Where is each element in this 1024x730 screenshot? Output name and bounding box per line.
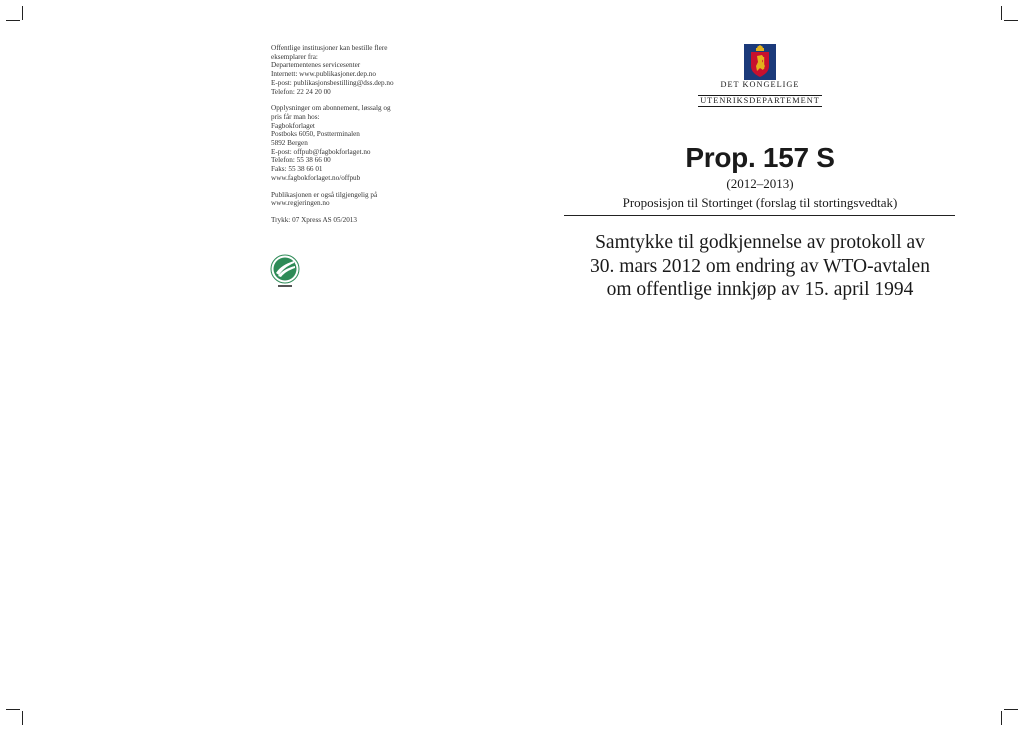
crop-mark [6,20,20,21]
subscription-info [271,104,431,182]
crop-mark [22,6,23,20]
subscription-info-line: Telefon: 55 38 66 00 [271,156,331,165]
availability-info [271,191,431,208]
subscription-info-line: pris får man hos: [271,112,320,121]
order-info-line: eksemplarer fra: [271,52,318,61]
crop-mark [1004,709,1018,710]
department-name-line1: DET KONGELIGE [720,80,800,89]
order-info-line: Offentlige institusjoner kan bestille flere [271,44,388,52]
crop-mark [1004,20,1018,21]
department-name-line2: UTENRIKSDEPARTEMENT [700,96,820,105]
crop-mark [1001,711,1002,725]
availability-info-line: Publikasjonen er også tilgjengelig på [271,190,378,199]
order-info-line: Telefon: 22 24 20 00 [271,87,331,96]
main-title-line: 30. mars 2012 om endring av WTO-avtalen [590,255,930,277]
session-years: (2012–2013) [726,176,794,191]
main-title-line: Samtykke til godkjennelse av protokoll av [595,232,925,253]
print-info [271,216,431,225]
main-title [560,231,960,302]
main-title-line: om offentlige innkjøp av 15. april 1994 [606,279,914,300]
crop-mark [1001,6,1002,20]
order-info-line: Internett: www.publikasjoner.dep.no [271,70,376,79]
subscription-info-line: www.fagbokforlaget.no/offpub [271,173,361,182]
crop-mark [6,709,20,710]
subscription-info-line: Faks: 55 38 66 01 [271,165,323,174]
subscription-info-line: Opplysninger om abonnement, løssalg og [271,104,391,113]
royal-coat-of-arms-icon [744,44,776,80]
crop-mark [22,711,23,725]
availability-info-line: www.regjeringen.no [271,199,330,208]
order-info [271,44,431,96]
print-info-line: Trykk: 07 Xpress AS 05/2013 [271,215,357,224]
department-logo [690,44,830,108]
proposition-subtitle: Proposisjon til Stortinget (forslag til stortingsvedtak) [622,195,898,210]
colophon [271,44,431,233]
subscription-info-line: E-post: offpub@fagbokforlaget.no [271,147,371,156]
order-info-line: Departementenes servicesenter [271,61,361,70]
subscription-info-line: Postboks 6050, Postterminalen [271,130,360,139]
nordic-swan-ecolabel-icon [270,252,302,290]
subscription-info-line: 5892 Bergen [271,139,308,148]
order-info-line: E-post: publikasjonsbestilling@dss.dep.no [271,78,394,87]
title-divider [564,215,955,216]
proposition-title: Prop. 157 S [685,142,835,173]
subscription-info-line: Fagbokforlaget [271,121,315,130]
